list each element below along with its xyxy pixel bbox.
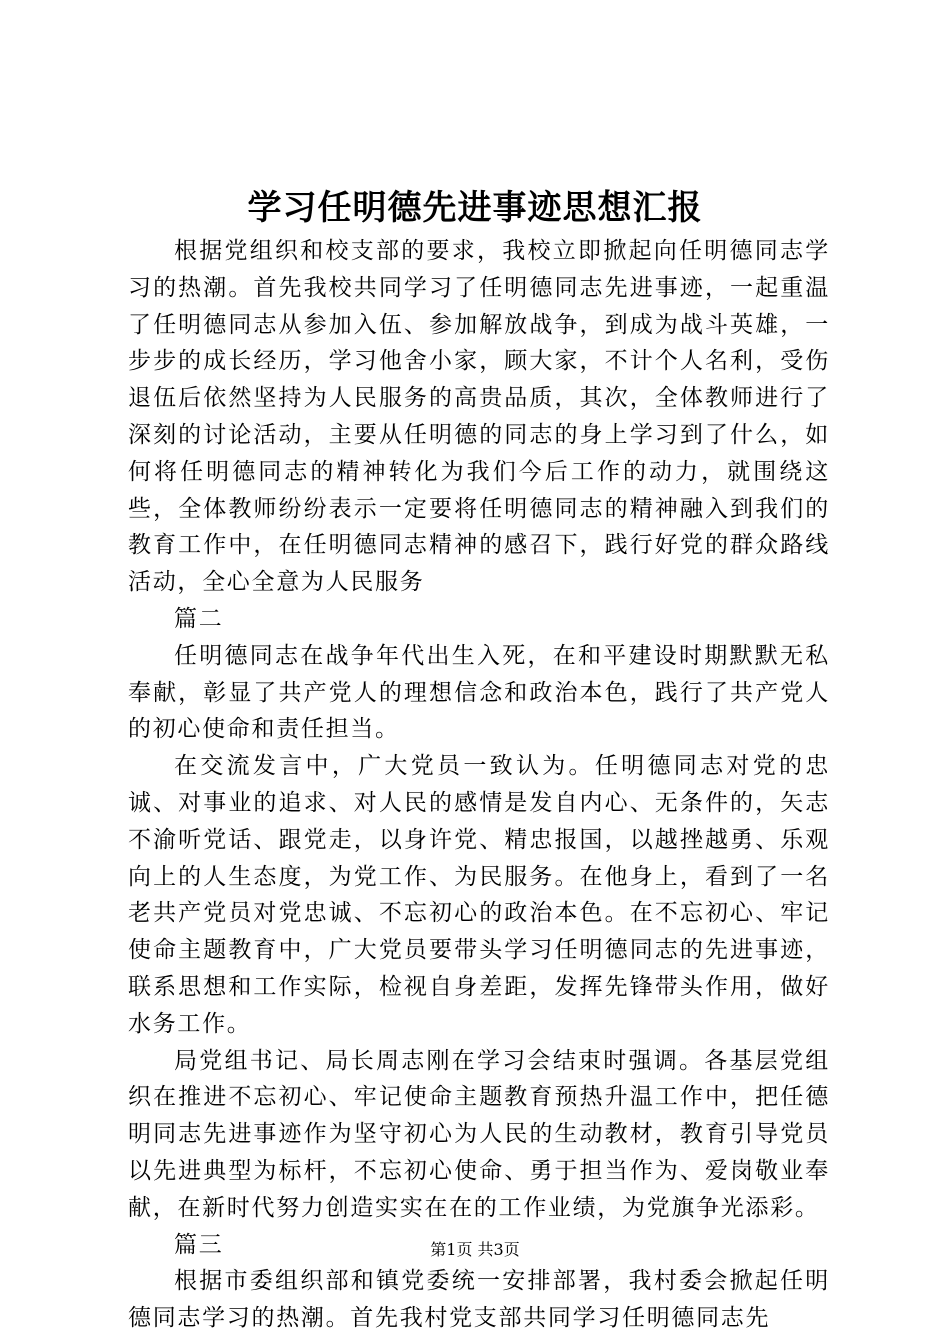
section-heading: 篇二 xyxy=(174,605,224,632)
paragraph: 根据党组织和校支部的要求，我校立即掀起向任明德同志学习的热潮。首先我校共同学习了任明德同志先进事迹，一起重温了任明德同志从参加入伍、参加解放战争，到成为战斗英雄，一步步的成长经历，学习他舍小家，顾大家，不计个人名利，受伤退伍后依然坚持为人民服务的高贵品质，其次，全体教师进行了深刻的讨论活动，主要从任明德的同志的身上学习到了什么，如何将任明德同志的精神转化为我们今后工作的动力，就围绕这些，全体教师纷纷表示一定要将任明德同志的精神融入到我们的教育工作中，在任明德同志精神的感召下，践行好党的群众路线活动，全心全意为人民服务 xyxy=(128,238,830,596)
document-body xyxy=(128,233,830,1337)
paragraph: 局党组书记、局长周志刚在学习会结束时强调。各基层党组织在推进不忘初心、牢记使命主题教育预热升温工作中，把任德明同志先进事迹作为坚守初心为人民的生动教材，教育引导党员以先进典型为标杆，不忘初心使命、勇于担当作为、爱岗敬业奉献，在新时代努力创造实实在在的工作业绩，为党旗争光添彩。 xyxy=(128,1047,830,1221)
paragraph: 在交流发言中，广大党员一致认为。任明德同志对党的忠诚、对事业的追求、对人民的感情是发自内心、无条件的，矢志不渝听党话、跟党走，以身许党、精忠报国，以越挫越勇、乐观向上的人生态度，为党工作、为民服务。在他身上，看到了一名老共产党员对党忠诚、不忘初心的政治本色。在不忘初心、牢记使命主题教育中，广大党员要带头学习任明德同志的先进事迹，联系思想和工作实际，检视自身差距，发挥先锋带头作用，做好水务工作。 xyxy=(128,753,830,1037)
section-heading: 篇三 xyxy=(174,1231,224,1258)
page-footer: 第1页 共3页 xyxy=(430,1240,520,1259)
paragraph: 根据市委组织部和镇党委统一安排部署，我村委会掀起任明德同志学习的热潮。首先我村党支部共同学习任明德同志先 xyxy=(128,1268,830,1332)
document-title: 学习任明德先进事迹思想汇报 xyxy=(247,188,703,228)
paragraph: 任明德同志在战争年代出生入死，在和平建设时期默默无私奉献，彰显了共产党人的理想信念和政治本色，践行了共产党人的初心使命和责任担当。 xyxy=(128,642,830,743)
